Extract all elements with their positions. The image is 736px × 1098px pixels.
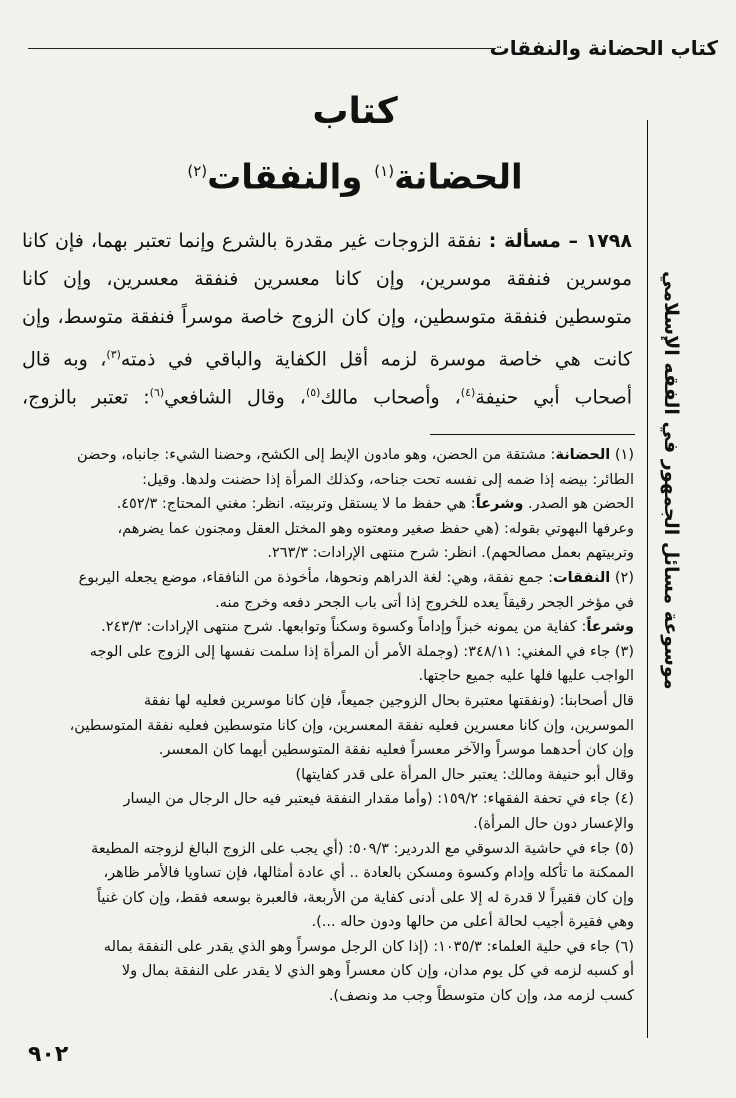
footnote-line: الواجب عليها فلها عليه جميع حاجتها. xyxy=(418,668,634,685)
footnote-line: (٦) جاء في حلية العلماء: ١٠٣٥/٣: (إذا كان الرجل موسراً وهو الذي يقدر على النفقة بماله xyxy=(103,938,634,955)
chapter-word-custody: الحضانة xyxy=(394,157,523,198)
footnote-line: الموسرين، وإن كانا معسرين فعليه نفقة المعسرين، وإن كانا متوسطين فعليه نفقة المتوسطين، xyxy=(69,717,634,734)
footnote-line: في مؤخر الجحر رقيقاً يعده للخروج إذا أتى باب الجحر دفعه وخرج منه. xyxy=(215,594,634,611)
footnote-line: وشرعاً: كفاية من يمونه خبزاً وإداماً وكسوة وسكناً وتوابعها. شرح منتهى الإرادات: ٢٤٣/٣. xyxy=(101,619,634,636)
footnote-line: (٢) النفقات: جمع نفقة، وهي: لغة الدراهم ونحوها، مأخوذة من النافقاء، موضع يجعله اليربوع xyxy=(78,569,634,586)
book-title: كتاب xyxy=(312,91,398,132)
footnote-line: (٥) جاء في حاشية الدسوقي مع الدردير: ٥٠٩/٣: (أي يجب على الزوج البالغ لزوجته المطيعة xyxy=(91,840,634,857)
chapter-word-expenses: والنفقات xyxy=(207,157,363,198)
footnote-separator xyxy=(430,434,635,435)
footnote-line: كسب لزمه مد، وإن كان متوسطاً وجب مد ونصف). xyxy=(328,988,634,1005)
running-header xyxy=(28,34,718,64)
body-line: ١٧٩٨ – مسألة : نفقة الزوجات غير مقدرة بالشرع وإنما تعتبر بهما، فإن كانا xyxy=(22,230,632,252)
body-line: متوسطين فنفقة متوسطين، وإن كان الزوج خاصة موسراً فنفقة متوسط، وإن xyxy=(22,306,632,328)
body-line: كانت هي خاصة موسرة لزمه أقل الكفاية والباقي في ذمته$^{(٣)}$، وبه قال xyxy=(22,348,632,371)
footnote-line: وتربيتهم بعمل مصالحهم). انظر: شرح منتهى الإرادات: ٢٦٣/٣. xyxy=(267,545,634,562)
footnote-line: وإن كان أحدهما موسراً والآخر معسراً فعليه نفقة المتوسطين أيهما كان المعسر. xyxy=(158,742,634,759)
footnote-line: الطائر: بيضه إذا ضمه إلى نفسه تحت جناحه، وكذلك المرأة إذا حضنت ولدها. وقيل: xyxy=(142,471,634,488)
footnote-line: والإعسار دون حال المرأة). xyxy=(473,815,634,832)
footnote-ref[interactable]: (٥) xyxy=(305,386,321,399)
footnote-line: قال أصحابنا: (ونفقتها معتبرة بحال الزوجين جميعاً، فإن كانا موسرين فعليه لها نفقة xyxy=(143,692,634,709)
footnote-ref[interactable]: (٤) xyxy=(460,386,476,399)
page-number: ٩٠٢ xyxy=(28,1042,69,1067)
footnote-ref[interactable]: (١) xyxy=(374,162,395,180)
footnote-line: الحضن هو الصدر. وشرعاً: هي حفظ ما لا يستقل وتربيته. انظر: مغني المحتاج: ٤٥٢/٣. xyxy=(116,496,634,513)
header-rule xyxy=(28,48,496,49)
main-text xyxy=(22,222,632,412)
footnote-line: وإن كان فقيراً لا قدرة له إلا على أدنى كفاية من الأربعة، فالعبرة بوسعه فقط، وإن كان غنياً xyxy=(96,889,634,906)
header-title: كتاب الحضانة والنفقات xyxy=(489,36,718,60)
footnote-ref[interactable]: (٣) xyxy=(106,348,121,361)
footnote-line: وهي فقيرة أجيب لحالة أعلى من حالها ودون حاله ...). xyxy=(311,914,634,931)
side-series-title: موسوعة مسائل الجمهور في الفقه الإسلامي xyxy=(660,271,682,690)
footnote-line: (١) الحضانة: مشتقة من الحضن، وهو مادون الإبط إلى الكشح، وحضنا الشيء: جانباه، وحضن xyxy=(77,447,634,463)
body-line: موسرين فنفقة موسرين، وإن كانا معسرين فنفقة معسرين، وإن كانا xyxy=(22,268,632,290)
footnote-line: (٤) جاء في تحفة الفقهاء: ١٥٩/٢: (وأما مقدار النفقة فيعتبر فيه حال الرجال من اليسار xyxy=(123,791,634,808)
footnote-line: (٣) جاء في المغني: ٣٤٨/١١: (وجملة الأمر أن المرأة إذا سلمت نفسها إلى الزوج على الوجه xyxy=(89,643,634,660)
side-rule xyxy=(647,120,648,1038)
chapter-title xyxy=(60,144,650,204)
footnote-line: الممكنة ما تأكله وإدام وكسوة ومسكن بالعادة .. أي عادة أمثالها، فإن تساويا فالأمر ظاهر، xyxy=(103,865,634,882)
footnote-ref[interactable]: (٦) xyxy=(149,386,165,399)
footnote-line: وعرفها البهوتي بقوله: (هي حفظ صغير ومعتوه وهو المختل العقل ومجنون عما يضرهم، xyxy=(117,520,634,537)
footnote-ref[interactable]: (٢) xyxy=(187,162,208,180)
footnotes xyxy=(22,443,634,1009)
body-line: أصحاب أبي حنيفة$^{(٤)}$، وأصحاب مالك$^{(٥)}$، وقال الشافعي$^{(٦)}$: تعتبر بالزوج، xyxy=(22,386,632,409)
footnote-line: أو كسبه لزمه في كل يوم مدان، وإن كان معسراً وهو الذي لا يقدر على النفقة بمال ولا xyxy=(121,963,634,980)
issue-number: ١٧٩٨ – مسألة : xyxy=(488,230,632,252)
footnote-line: وقال أبو حنيفة ومالك: يعتبر حال المرأة على قدر كفايتها) xyxy=(295,766,634,783)
